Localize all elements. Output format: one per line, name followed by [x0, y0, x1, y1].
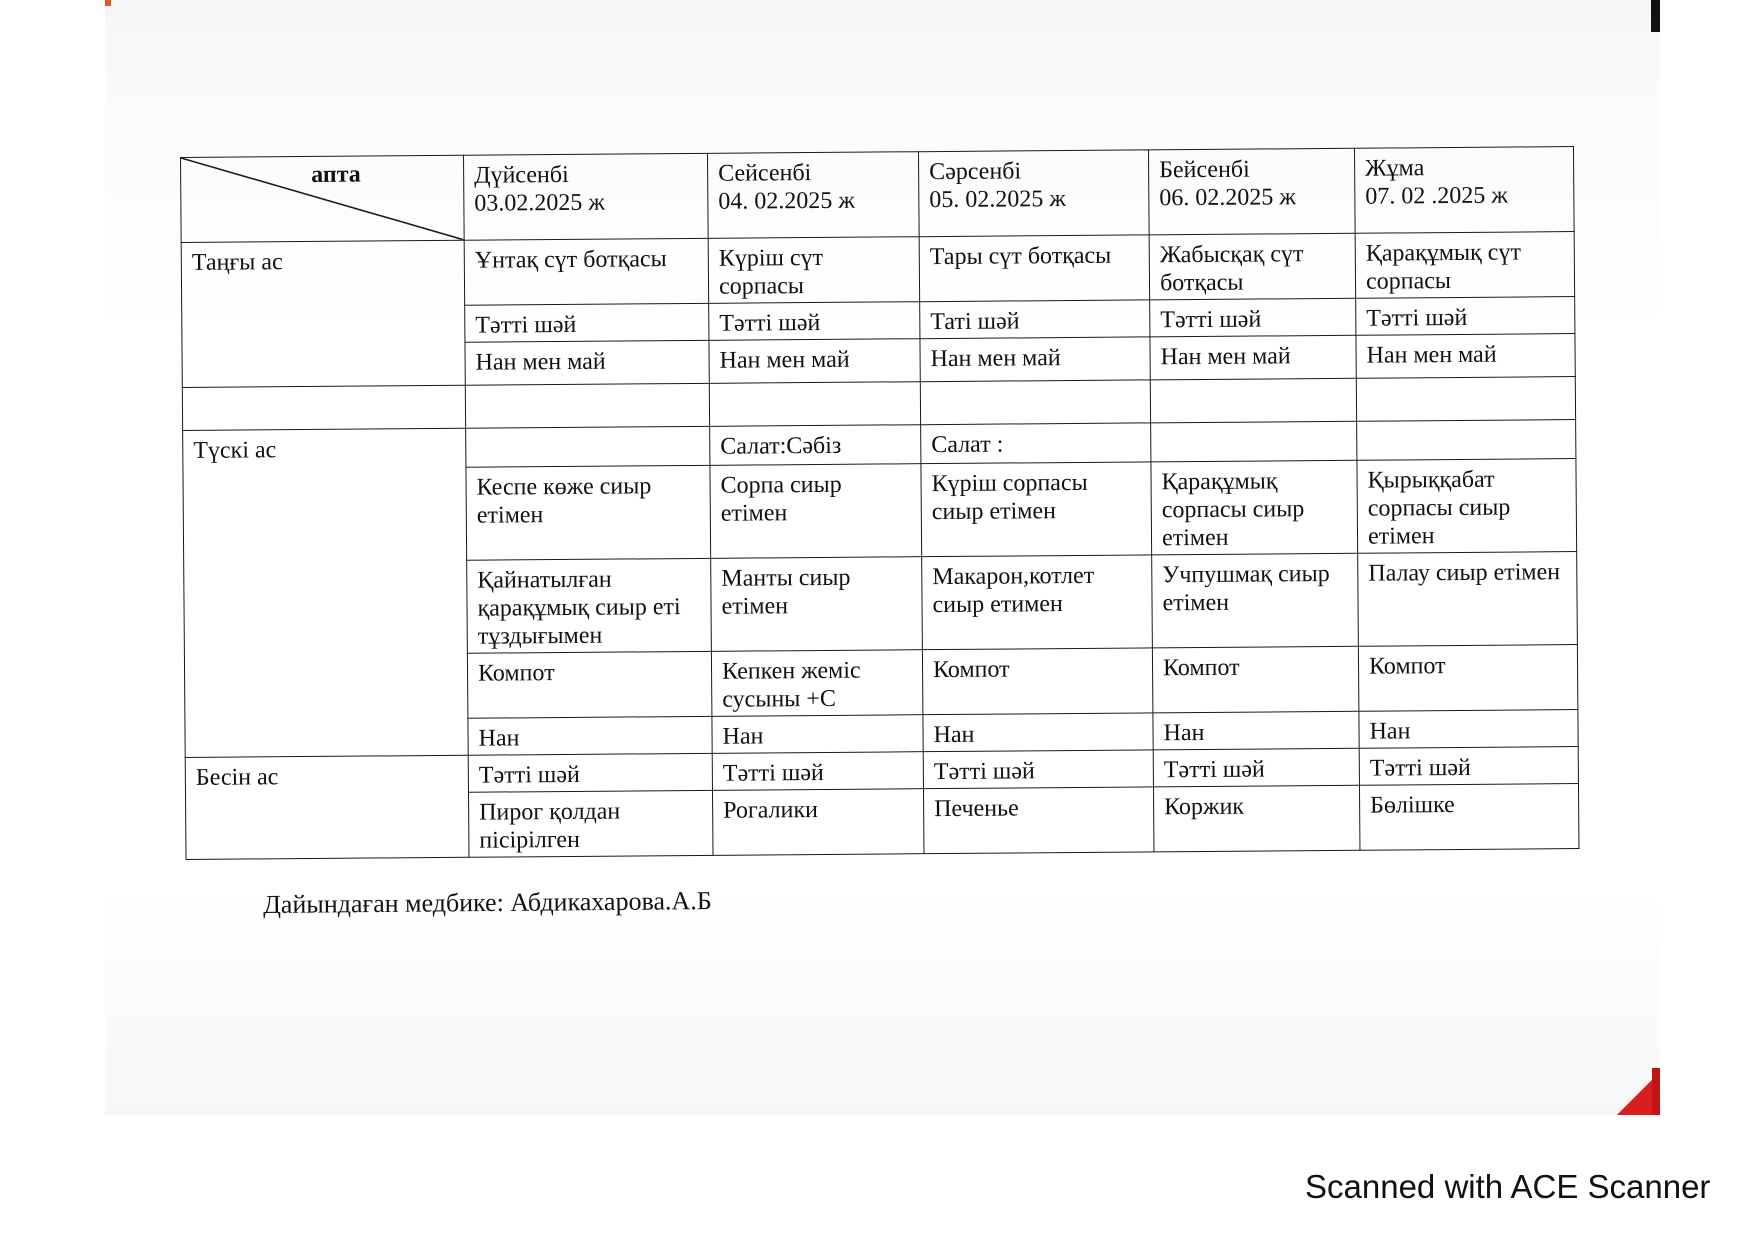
- menu-cell: Тәтті шәй: [712, 752, 923, 791]
- menu-cell: Тәтті шәй: [1356, 297, 1575, 336]
- menu-cell: Тәтті шәй: [1359, 747, 1578, 786]
- menu-cell: [466, 426, 710, 467]
- menu-cell: Қырыққабат сорпасы сиыр етімен: [1357, 459, 1577, 554]
- menu-cell: Сорпа сиыр етімен: [710, 464, 922, 559]
- menu-cell: Нан мен май: [920, 337, 1150, 382]
- menu-cell: Қарақұмық сүт сорпасы: [1355, 232, 1575, 299]
- menu-cell: Тәтті шәй: [1153, 748, 1359, 787]
- menu-cell: Таті шәй: [920, 300, 1150, 339]
- empty-cell: [465, 383, 709, 428]
- menu-cell: Нан мен май: [465, 340, 709, 385]
- menu-cell: Нан: [923, 713, 1153, 752]
- menu-cell: Пирог қолдан пісірілген: [468, 790, 713, 857]
- empty-cell: [920, 380, 1150, 425]
- prepared-by-signature-line: Дайындаған медбике: Абдикахарова.А.Б: [263, 886, 712, 919]
- menu-cell: Коржик: [1153, 785, 1360, 852]
- meal-label-lunch: Түскі ас: [183, 428, 469, 757]
- menu-cell: Нан: [468, 716, 712, 755]
- menu-cell: Тәтті шәй: [1150, 298, 1356, 337]
- scan-edge-mark: [105, 0, 111, 6]
- scan-edge-mark: [1610, 1068, 1660, 1115]
- menu-cell: Қарақұмық сорпасы сиыр етімен: [1151, 460, 1358, 555]
- menu-cell: Қайнатылған қарақұмық сиыр еті тұздығымен: [467, 558, 712, 653]
- empty-cell: [1356, 377, 1575, 422]
- day-header-wednesday: Сәрсенбі 05. 02.2025 ж: [918, 150, 1149, 237]
- menu-cell: Компот: [922, 648, 1153, 715]
- menu-cell: Тәтті шәй: [923, 750, 1153, 789]
- menu-cell: Печенье: [923, 787, 1154, 854]
- menu-cell: Компот: [1358, 645, 1578, 712]
- weekly-menu-table: [180, 146, 1579, 860]
- menu-cell: Макарон,котлет сиыр етимен: [922, 555, 1153, 650]
- menu-cell: Нан: [1153, 711, 1359, 750]
- menu-cell: Рогалики: [712, 789, 924, 856]
- empty-cell: [182, 385, 465, 430]
- menu-cell: Бөлішке: [1359, 784, 1579, 851]
- menu-cell: Палау сиыр етімен: [1358, 552, 1578, 647]
- menu-cell: Тәтті шәй: [465, 303, 709, 342]
- menu-cell: Нан: [1359, 710, 1578, 749]
- menu-cell: Күріш сорпасы сиыр етімен: [921, 462, 1152, 557]
- day-header-friday: Жұма 07. 02 .2025 ж: [1354, 147, 1574, 234]
- breakfast-row: [181, 232, 1574, 308]
- menu-cell: Кеспе көже сиыр етімен: [466, 465, 711, 560]
- empty-cell: [709, 382, 920, 427]
- day-header-thursday: Бейсенбі 06. 02.2025 ж: [1148, 148, 1355, 235]
- day-header-monday: Дүйсенбі 03.02.2025 ж: [463, 153, 708, 240]
- menu-cell: Нан мен май: [709, 339, 920, 384]
- scanner-watermark: Scanned with ACE Scanner: [1305, 1168, 1711, 1205]
- scan-edge-mark: [1651, 0, 1660, 32]
- menu-cell: Ұнтақ сүт ботқасы: [464, 238, 709, 305]
- menu-cell: Жабысқақ сүт ботқасы: [1149, 233, 1356, 300]
- week-header-cell: [181, 155, 465, 242]
- menu-table-container: [180, 146, 1578, 860]
- menu-cell: Салат:Сәбіз: [710, 425, 921, 466]
- week-label: апта: [311, 161, 361, 188]
- menu-cell: Тары сүт ботқасы: [919, 235, 1150, 302]
- meal-label-breakfast: Таңғы ас: [181, 240, 465, 387]
- menu-cell: Компот: [1152, 646, 1359, 713]
- menu-cell: Компот: [467, 651, 712, 718]
- menu-cell: Учпушмақ сиыр етімен: [1152, 553, 1359, 648]
- menu-cell: Кепкен жеміс сусыны +С: [711, 650, 923, 717]
- empty-cell: [1150, 378, 1356, 423]
- menu-cell: Күріш сүт сорпасы: [708, 237, 920, 304]
- menu-cell: [1357, 420, 1576, 461]
- menu-cell: Тәтті шәй: [468, 753, 712, 792]
- menu-cell: Манты сиыр етімен: [711, 557, 923, 652]
- day-header-tuesday: Сейсенбі 04. 02.2025 ж: [707, 152, 919, 239]
- meal-label-snack: Бесін ас: [185, 755, 469, 859]
- menu-cell: [1151, 421, 1357, 462]
- menu-cell: Нан мен май: [1150, 335, 1356, 380]
- menu-cell: Нан мен май: [1356, 334, 1575, 379]
- menu-cell: Тәтті шәй: [709, 302, 920, 341]
- header-row: [181, 147, 1575, 243]
- menu-cell: Салат :: [921, 423, 1151, 464]
- menu-cell: Нан: [712, 715, 923, 754]
